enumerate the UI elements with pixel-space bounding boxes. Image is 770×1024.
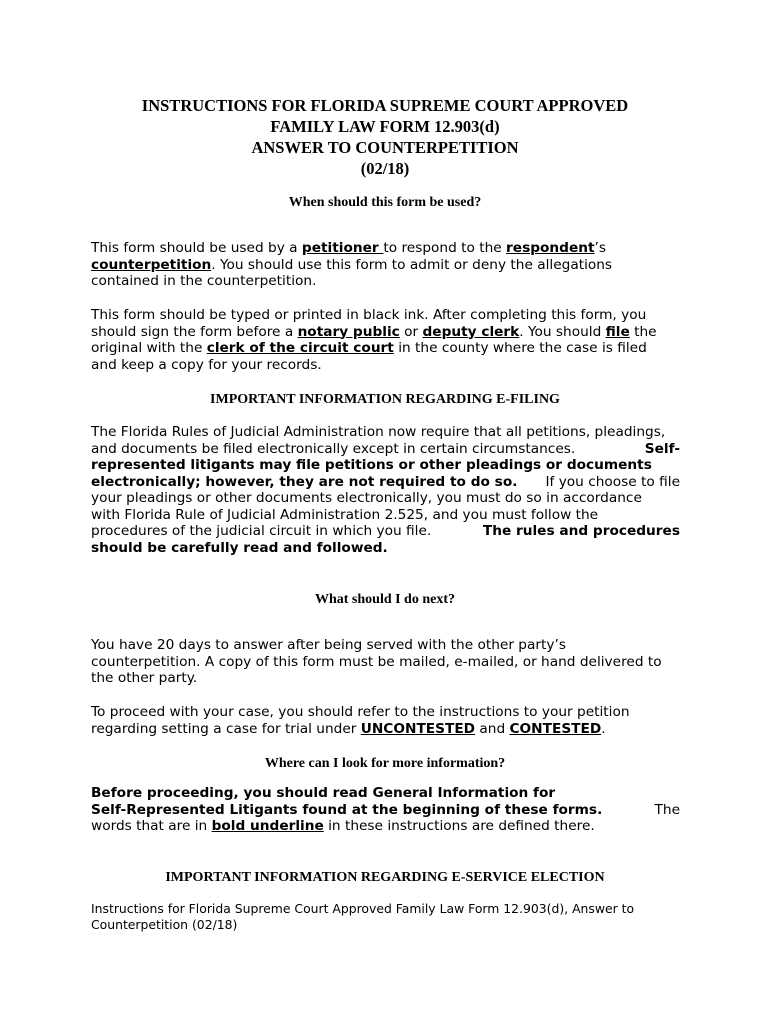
title-line-2: FAMILY LAW FORM 12.903(d) — [270, 117, 500, 136]
term-uncontested: UNCONTESTED — [360, 720, 476, 737]
paragraph-efiling: The Florida Rules of Judicial Administration now require that all petitions, pleadings, and documents be filed electronically except in certain circumstances. Self- represented litigants may file petitions or other pleadings or documents electronically; however, they are not required to do so. If you choose to file your pleadings or other documents electronically, you must do so in accordance with Florida Rule of Judicial Administration 2.525, and you must follow the procedures of the judicial circuit in which you file. The rules and procedures should be carefully read and followed. — [91, 424, 680, 556]
paragraph-next: You have 20 days to answer after being served with the other party’s counterpetition. A copy of this form must be mailed, e-mailed, or hand delivered to the other party. — [91, 637, 662, 686]
page-footer: Instructions for Florida Supreme Court Approved Family Law Form 12.903(d), Answer to Counterpetition (02/18) — [91, 901, 635, 932]
title-line-1: INSTRUCTIONS FOR FLORIDA SUPREME COURT APPROVED — [141, 96, 629, 115]
when-heading: When should this form be used? — [288, 195, 482, 210]
term-bold-underline: bold underline — [211, 818, 324, 834]
term-deputy-clerk: deputy clerk — [422, 323, 520, 340]
next-heading: What should I do next? — [314, 592, 456, 607]
term-counterpetition: counterpetition — [91, 256, 212, 273]
term-respondent: respondent — [506, 240, 595, 256]
more-info-heading: Where can I look for more information? — [264, 756, 506, 771]
term-contested: CONTESTED — [509, 720, 602, 737]
document-title — [0, 95, 770, 179]
term-clerk-of-circuit-court: clerk of the circuit court — [206, 340, 394, 356]
paragraph-more-info: Before proceeding, you should read General Information for Self-Represented Litigants found at the beginning of these forms. The words that are in bold underline in these instructions are defined there. — [91, 785, 680, 834]
efiling-heading: IMPORTANT INFORMATION REGARDING E-FILING — [210, 392, 560, 407]
eservice-heading: IMPORTANT INFORMATION REGARDING E-SERVICE ELECTION — [165, 870, 605, 885]
term-notary-public: notary public — [297, 323, 400, 340]
paragraph-proceed: To proceed with your case, you should refer to the instructions to your petition regarding setting a case for trial under UNCONTESTED and CONTESTED. — [91, 704, 630, 737]
paragraph-when-used: This form should be used by a petitioner to respond to the respondent’s counterpetition. You should use this form to admit or deny the allegations contained in the counterpetition. — [91, 240, 613, 289]
title-line-4: (02/18) — [360, 159, 410, 178]
term-petitioner: petitioner — [301, 240, 384, 256]
term-file: file — [605, 323, 630, 340]
paragraph-typed-printed: This form should be typed or printed in black ink. After completing this form, you should sign the form before a notary public or deputy clerk. You should file the original with the clerk of the circuit court in the county where the case is filed and keep a copy for your records. — [91, 307, 657, 373]
title-line-3: ANSWER TO COUNTERPETITION — [251, 138, 519, 157]
